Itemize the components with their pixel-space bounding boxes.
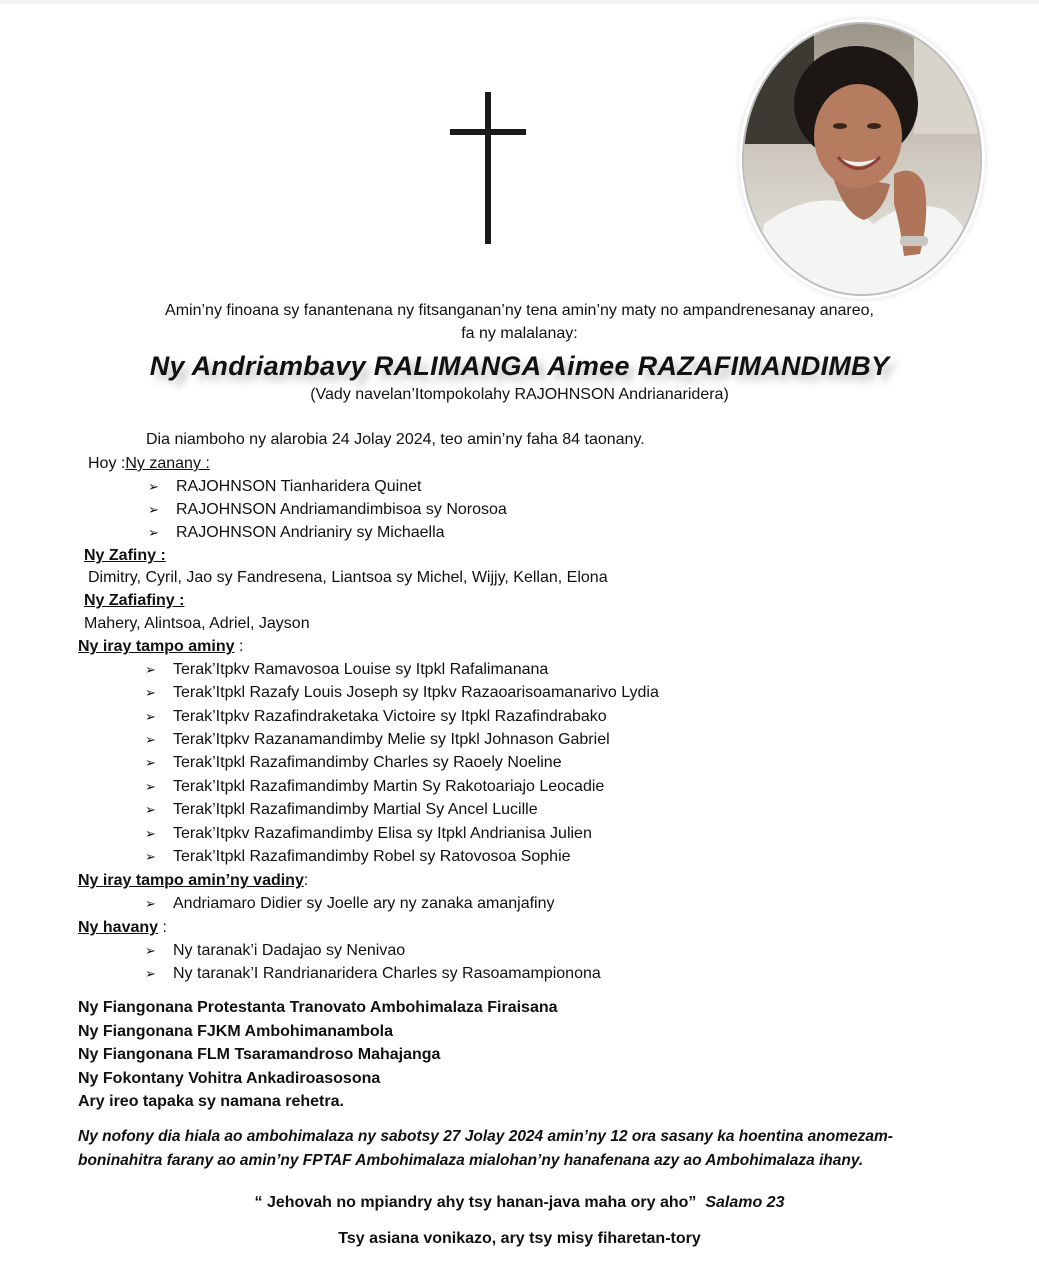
verse-reference: Salamo 23 xyxy=(705,1194,785,1211)
relatives-heading xyxy=(78,918,167,938)
spouse-siblings-label: Ny iray tampo amin’ny vadiny xyxy=(78,872,304,889)
list-item xyxy=(148,500,507,520)
great-grandchildren-list: Mahery, Alintsoa, Adriel, Jayson xyxy=(84,615,310,632)
spouse-siblings-suffix: : xyxy=(303,872,309,889)
list-item xyxy=(148,523,445,543)
funeral-line-2: boninahitra farany ao amin’ny FPTAF Ambohimalaza mialohan’ny hanafenana azy ao Ambohimalaza ihany. xyxy=(78,1152,864,1169)
list-item xyxy=(145,964,601,984)
organization-line: Ny Fiangonana Protestanta Tranovato Ambohimalaza Firaisana xyxy=(78,999,558,1016)
sibling-name: Terak’Itpkl Razafimandimby Martin Sy Rakotoariajo Leocadie xyxy=(173,778,605,795)
spouse-sibling-name: Andriamaro Didier sy Joelle ary ny zanaka amanjafiny xyxy=(173,895,555,912)
relative-name: Ny taranak’I Randrianaridera Charles sy Rasoamampionona xyxy=(173,965,601,982)
arrowhead-icon: ➢ xyxy=(145,896,156,911)
arrowhead-icon: ➢ xyxy=(148,502,159,517)
arrowhead-icon: ➢ xyxy=(145,849,156,864)
arrowhead-icon: ➢ xyxy=(145,826,156,841)
spouse-note: (Vady navelan’Itompokolahy RAJOHNSON Andrianaridera) xyxy=(310,386,729,403)
sibling-name: Terak’Itpkl Razafimandimby Charles sy Raoely Noeline xyxy=(173,754,562,771)
arrowhead-icon: ➢ xyxy=(145,966,156,981)
sibling-name: Terak’Itpkv Ramavosoa Louise sy Itpkl Rafalimanana xyxy=(173,661,549,678)
bible-verse xyxy=(0,1193,1039,1213)
children-label: Ny zanany : xyxy=(125,455,210,472)
death-notice: Dia niamboho ny alarobia 24 Jolay 2024, teo amin’ny faha 84 taonany. xyxy=(146,431,645,448)
list-item xyxy=(145,753,562,773)
list-item xyxy=(145,894,555,914)
child-name: RAJOHNSON Tianharidera Quinet xyxy=(176,478,422,495)
organization-line: Ny Fiangonana FLM Tsaramandroso Mahajanga xyxy=(78,1046,441,1063)
relative-name: Ny taranak’i Dadajao sy Nenivao xyxy=(173,942,406,959)
arrowhead-icon: ➢ xyxy=(145,779,156,794)
top-divider xyxy=(0,0,1039,4)
great-grandchildren-label: Ny Zafiafiny : xyxy=(84,592,185,609)
arrowhead-icon: ➢ xyxy=(145,662,156,677)
arrowhead-icon: ➢ xyxy=(148,479,159,494)
cross-vertical-bar xyxy=(485,92,491,244)
list-item xyxy=(145,800,538,820)
funeral-line-1: Ny nofony dia hiala ao ambohimalaza ny sabotsy 27 Jolay 2024 amin’ny 12 ora sasany ka hoentina anomezam- xyxy=(78,1128,893,1145)
relatives-label: Ny havany xyxy=(78,919,159,936)
organization-line: Ny Fiangonana FJKM Ambohimanambola xyxy=(78,1023,393,1040)
verse-quote: “ Jehovah no mpiandry ahy tsy hanan-java maha ory aho” xyxy=(254,1194,697,1211)
list-item xyxy=(145,824,592,844)
arrowhead-icon: ➢ xyxy=(145,943,156,958)
cross-icon xyxy=(450,92,526,244)
hoy-label: Hoy : xyxy=(88,455,126,472)
grandchildren-list: Dimitry, Cyril, Jao sy Fandresena, Liantsoa sy Michel, Wijjy, Kellan, Elona xyxy=(88,569,608,586)
arrowhead-icon: ➢ xyxy=(148,525,159,540)
list-item xyxy=(145,707,607,727)
cross-horizontal-bar xyxy=(450,129,526,135)
closing-note: Tsy asiana vonikazo, ary tsy misy fiharetan-tory xyxy=(338,1230,701,1247)
sibling-name: Terak’Itpkl Razafy Louis Joseph sy Itpkv Razaoarisoamanarivo Lydia xyxy=(173,684,659,701)
siblings-heading xyxy=(78,637,243,657)
sibling-name: Terak’Itpkv Razanamandimby Melie sy Itpkl Johnason Gabriel xyxy=(173,731,610,748)
list-item xyxy=(145,777,604,797)
list-item xyxy=(145,660,548,680)
arrowhead-icon: ➢ xyxy=(145,732,156,747)
child-name: RAJOHNSON Andrianiry sy Michaella xyxy=(176,524,445,541)
portrait-illustration xyxy=(744,24,980,294)
list-item xyxy=(145,683,659,703)
arrowhead-icon: ➢ xyxy=(145,685,156,700)
arrowhead-icon: ➢ xyxy=(145,709,156,724)
sibling-name: Terak’Itpkv Razafimandimby Elisa sy Itpkl Andrianisa Julien xyxy=(173,825,592,842)
siblings-label: Ny iray tampo aminy xyxy=(78,638,235,655)
sibling-name: Terak’Itpkv Razafindraketaka Victoire sy Itpkl Razafindrabako xyxy=(173,708,607,725)
intro-line-2: fa ny malalanay: xyxy=(461,325,578,342)
sibling-name: Terak’Itpkl Razafimandimby Robel sy Ratovosoa Sophie xyxy=(173,848,571,865)
siblings-suffix: : xyxy=(234,638,244,655)
organization-line: Ary ireo tapaka sy namana rehetra. xyxy=(78,1093,344,1110)
intro-line-1: Amin’ny finoana sy fanantenana ny fitsanganan’ny tena amin’ny maty no ampandrenesanay anareo, xyxy=(165,302,874,319)
list-item xyxy=(145,730,610,750)
sibling-name: Terak’Itpkl Razafimandimby Martial Sy Ancel Lucille xyxy=(173,801,538,818)
child-name: RAJOHNSON Andriamandimbisoa sy Norosoa xyxy=(176,501,507,518)
deceased-name: Ny Andriambavy RALIMANGA Aimee RAZAFIMANDIMBY xyxy=(149,351,890,381)
list-item xyxy=(145,847,571,867)
spouse-siblings-heading xyxy=(78,871,308,891)
list-item xyxy=(148,477,421,497)
portrait-photo xyxy=(742,22,982,296)
list-item xyxy=(145,941,405,961)
children-heading xyxy=(88,454,210,474)
relatives-suffix: : xyxy=(158,919,167,936)
organization-line: Ny Fokontany Vohitra Ankadiroasosona xyxy=(78,1070,381,1087)
grandchildren-label: Ny Zafiny : xyxy=(84,547,166,564)
arrowhead-icon: ➢ xyxy=(145,755,156,770)
arrowhead-icon: ➢ xyxy=(145,802,156,817)
